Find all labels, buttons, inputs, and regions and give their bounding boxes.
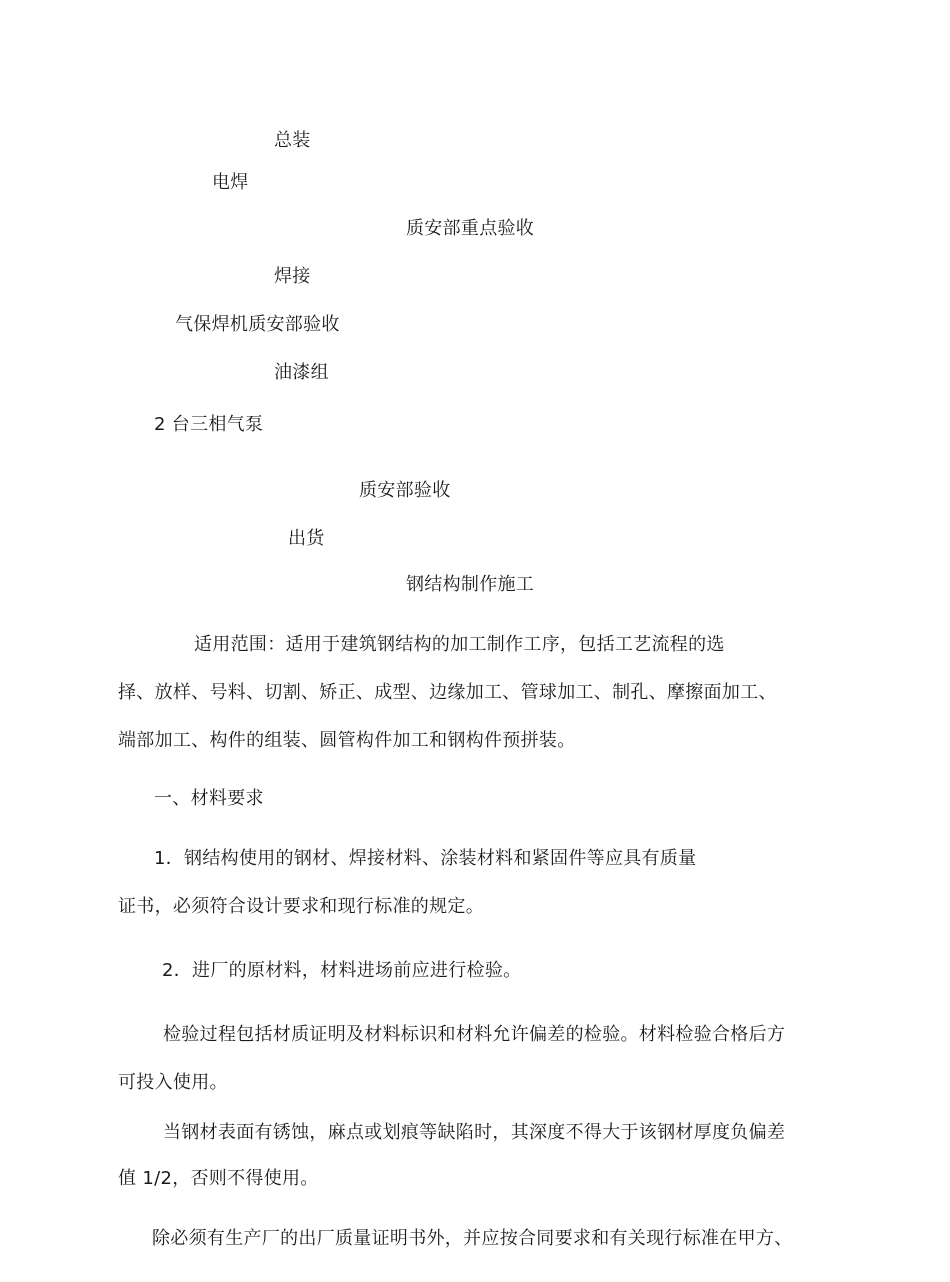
item-2: 2．进厂的原材料，材料进场前应进行检验。 — [162, 960, 522, 981]
inspection-paragraph-line-2: 可投入使用。 — [118, 1072, 228, 1093]
rust-paragraph-line-1: 当钢材表面有锈蚀，麻点或划痕等缺陷时，其深度不得大于该钢材厚度负偏差 — [163, 1122, 786, 1143]
flow-step-zhian-yanshou: 质安部验收 — [359, 480, 451, 501]
flow-step-beng: 2 台三相气泵 — [154, 414, 264, 435]
item-1-line-1: 1．钢结构使用的钢材、焊接材料、涂装材料和紧固件等应具有质量 — [154, 848, 697, 869]
scope-paragraph-line-1: 适用范围：适用于建筑钢结构的加工制作工序，包括工艺流程的选 — [194, 634, 725, 655]
item-1-line-2: 证书，必须符合设计要求和现行标准的规定。 — [118, 896, 484, 917]
section-title: 钢结构制作施工 — [406, 574, 535, 595]
inspection-paragraph-line-1: 检验过程包括材质证明及材料标识和材料允许偏差的检验。材料检验合格后方 — [163, 1024, 786, 1045]
flow-step-qibao: 气保焊机质安部验收 — [175, 314, 340, 335]
scope-paragraph-line-3: 端部加工、构件的组装、圆管构件加工和钢构件预拼装。 — [118, 730, 576, 751]
section-heading-materials: 一、材料要求 — [154, 788, 264, 809]
flow-step-hanjie: 焊接 — [274, 266, 311, 287]
rust-paragraph-line-2: 值 1/2，否则不得使用。 — [118, 1168, 319, 1189]
flow-step-zhian-zhongdian: 质安部重点验收 — [406, 218, 535, 239]
flow-step-chuhuo: 出货 — [288, 528, 325, 549]
flow-step-youqi: 油漆组 — [274, 362, 329, 383]
certificate-paragraph-line-1: 除必须有生产厂的出厂质量证明书外，并应按合同要求和有关现行标准在甲方、 — [152, 1228, 793, 1249]
scope-paragraph-line-2: 择、放样、号料、切割、矫正、成型、边缘加工、管球加工、制孔、摩擦面加工、 — [118, 682, 777, 703]
flow-step-zongzhuang: 总装 — [274, 130, 311, 151]
flow-step-dianhan: 电焊 — [212, 172, 249, 193]
